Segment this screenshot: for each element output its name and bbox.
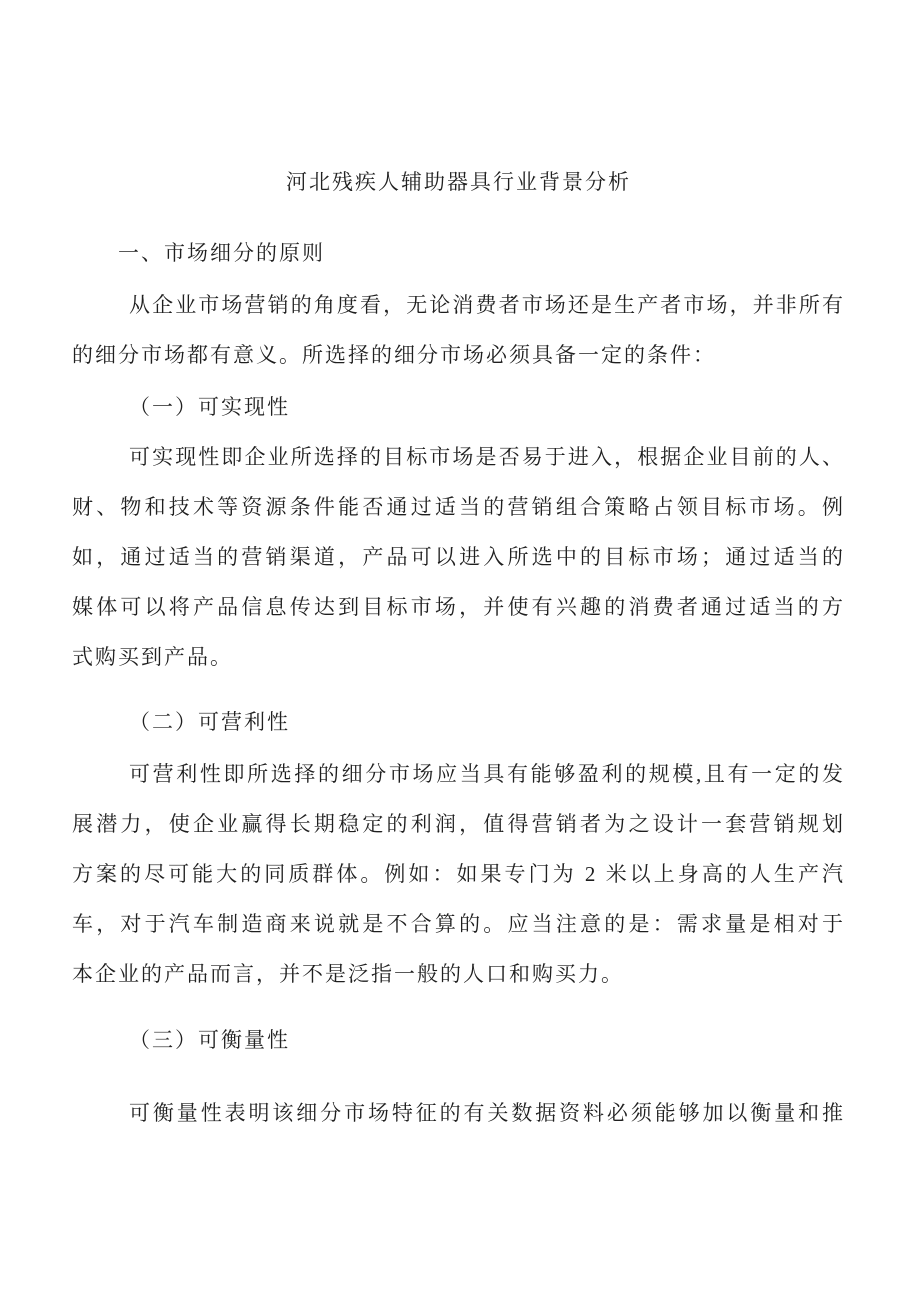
- text-line: 本企业的产品而言，并不是泛指一般的人口和购买力。: [72, 962, 624, 986]
- text-line: 如，通过适当的营销渠道，产品可以进入所选中的目标市场；通过适当的: [72, 545, 845, 569]
- paragraph: [72, 280, 845, 380]
- paragraph: [72, 1088, 845, 1138]
- text-line: 财、物和技术等资源条件能否通过适当的营销组合策略占领目标市场。例: [72, 495, 845, 519]
- text-line: 的细分市场都有意义。所选择的细分市场必须具备一定的条件：: [72, 343, 716, 367]
- paragraph: [72, 432, 845, 682]
- text-line: 媒体可以将产品信息传达到目标市场，并使有兴趣的消费者通过适当的方: [72, 595, 845, 619]
- text-line: 从企业市场营销的角度看，无论消费者市场还是生产者市场，并非所有: [129, 293, 845, 317]
- section-heading: 一、市场细分的原则: [118, 241, 325, 265]
- text-line: 可营利性即所选择的细分市场应当具有能够盈利的规模,且有一定的发: [129, 762, 845, 786]
- document-body: [72, 228, 845, 1138]
- section-heading: （一）可实现性: [129, 395, 290, 419]
- text-line: 方案的尽可能大的同质群体。例如：如果专门为 2 米以上身高的人生产汽: [72, 862, 845, 886]
- section-heading: （三）可衡量性: [129, 1028, 290, 1052]
- text-line: 可衡量性表明该细分市场特征的有关数据资料必须能够加以衡量和推: [129, 1101, 845, 1125]
- text-line: 可实现性即企业所选择的目标市场是否易于进入，根据企业目前的人、: [129, 445, 845, 469]
- page-title: 河北残疾人辅助器具行业背景分析: [286, 170, 631, 194]
- section-heading: （二）可营利性: [129, 710, 290, 734]
- text-line: 展潜力，使企业赢得长期稳定的利润，值得营销者为之设计一套营销规划: [72, 812, 845, 836]
- text-line: 车，对于汽车制造商来说就是不合算的。应当注意的是：需求量是相对于: [72, 912, 845, 936]
- paragraph: [72, 749, 845, 999]
- text-line: 式购买到产品。: [72, 645, 233, 669]
